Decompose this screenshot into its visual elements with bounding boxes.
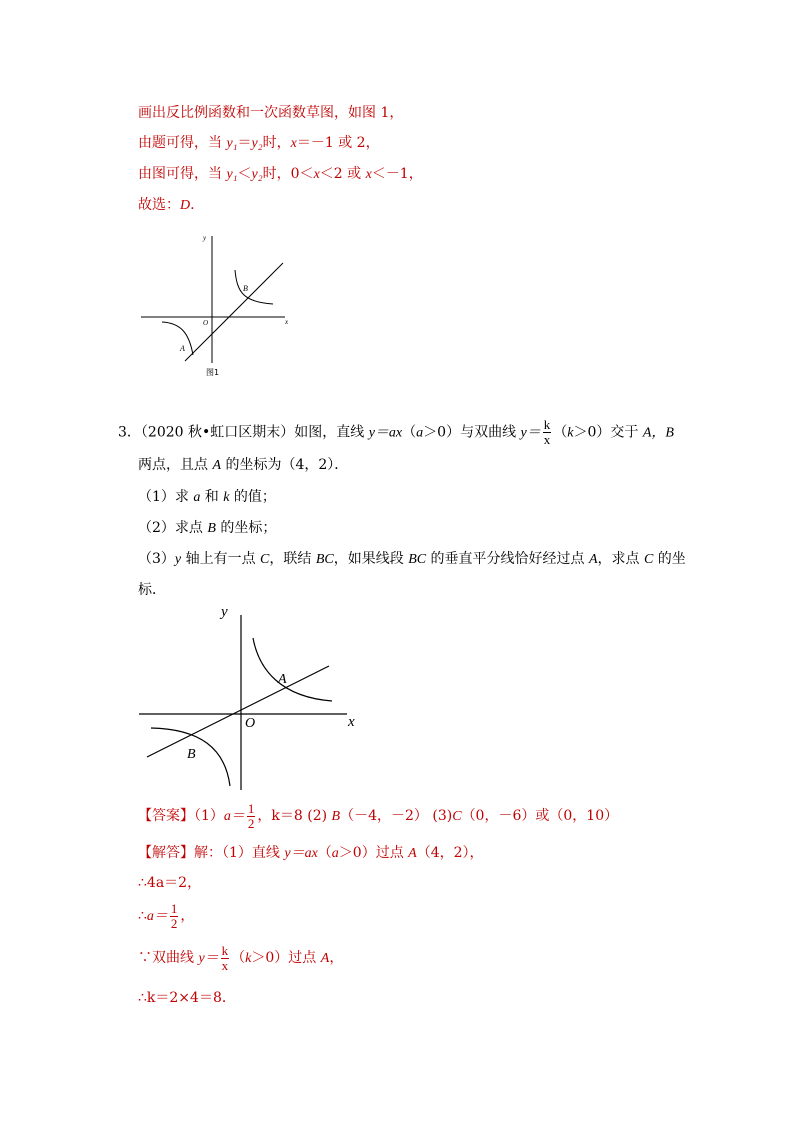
var-y1: y₁ — [226, 167, 238, 182]
text: ∴ — [138, 990, 147, 1006]
text: . — [190, 197, 195, 213]
text: ， — [329, 950, 344, 966]
equation: y＝ — [520, 425, 541, 441]
question-3-cont — [138, 580, 166, 600]
solution-line-4 — [138, 195, 195, 216]
solution-line-1 — [138, 103, 403, 123]
text: ＜－1， — [371, 166, 423, 182]
point-a-label: A — [278, 672, 287, 687]
text: 的坐 — [653, 551, 686, 567]
var-a: a — [416, 425, 424, 441]
equation: a＝ — [223, 809, 245, 824]
text: 两点，且点 — [138, 457, 213, 473]
y-axis-label: y — [203, 234, 207, 242]
answer-tag: 【答案】 — [138, 808, 194, 824]
denominator: x — [221, 957, 229, 973]
text: （ — [553, 424, 568, 441]
text: ，求点 — [597, 551, 644, 567]
text: （ — [402, 424, 417, 441]
point-b: B — [207, 521, 216, 536]
equation: y＝ax — [368, 425, 403, 441]
var-y1: y₁ — [226, 136, 238, 151]
var-a: a — [193, 490, 201, 505]
solution-4 — [138, 942, 343, 975]
solution-1 — [138, 843, 484, 864]
numerator: 1 — [170, 900, 178, 916]
text: ∴4a＝2， — [138, 875, 202, 891]
var-k: k — [567, 425, 574, 441]
point-b: B — [331, 809, 341, 824]
figure-caption: 图1 — [206, 368, 220, 377]
question-2 — [138, 518, 276, 539]
var-x: x — [290, 136, 297, 151]
point-a: A — [212, 458, 222, 473]
text: 故选： — [138, 197, 180, 213]
text: 由图可得，当 — [138, 166, 227, 182]
segment-bc: BC — [315, 552, 334, 567]
line-graph — [185, 263, 283, 361]
denominator: 2 — [170, 915, 178, 931]
answer-choice: D — [180, 198, 191, 213]
points-a-b: A，B — [642, 425, 674, 441]
hyperbola-branch-1 — [253, 638, 332, 701]
problem-3-intro — [118, 418, 674, 447]
solution-5 — [138, 988, 236, 1008]
x-axis-label: x — [285, 318, 289, 326]
point-c: C — [452, 809, 462, 824]
solution-3 — [138, 900, 194, 933]
text: 时， — [262, 135, 291, 151]
text: ， — [257, 808, 272, 824]
point-a: A — [588, 552, 598, 567]
text: ＞0）交于 — [573, 424, 643, 441]
text: ，如果线段 — [333, 551, 409, 567]
fraction-one-half — [247, 802, 256, 831]
origin-label: O — [245, 716, 256, 731]
point-b-label: B — [187, 747, 196, 762]
text: ∵双曲线 — [138, 950, 199, 966]
text: （2）求点 — [138, 520, 208, 536]
text: （ — [317, 845, 332, 861]
point-c: C — [260, 552, 270, 567]
text: ，联结 — [269, 551, 316, 567]
equation: y＝ — [198, 951, 219, 966]
line-graph — [147, 666, 329, 757]
question-1 — [138, 487, 276, 508]
numerator: 1 — [247, 800, 255, 816]
text: 和 — [200, 489, 224, 505]
fraction-one-half — [170, 902, 179, 931]
problem-number: 3． — [118, 424, 141, 441]
solution-tag: 【解答】 — [138, 845, 194, 861]
text: （－4，－2） (3) — [340, 808, 453, 824]
equation: a＝ — [146, 909, 168, 924]
text: ， — [180, 908, 195, 924]
hyperbola-branch-2 — [162, 322, 193, 355]
text: 时，0＜ — [262, 166, 314, 182]
var-x: x — [365, 167, 372, 182]
text: （2020 秋•虹口区期末）如图，直线 — [140, 424, 369, 441]
text: 标． — [138, 582, 166, 598]
text: 的坐标； — [215, 520, 277, 536]
text: ＜2 或 — [319, 166, 366, 182]
figure-2 — [135, 600, 370, 795]
var-k: k — [223, 490, 230, 505]
point-c: C — [644, 552, 654, 567]
text: （0，－6）或（0，10） — [461, 808, 619, 824]
text: 轴上有一点 — [181, 551, 261, 567]
text: 的垂直平分线恰好经过点 — [426, 551, 589, 567]
var-k: k — [245, 951, 252, 966]
text: （1）求 — [138, 489, 194, 505]
text: （4，2）， — [416, 845, 484, 861]
segment-bc: BC — [408, 552, 427, 567]
text: 画出反比例函数和一次函数草图，如图 1， — [138, 105, 404, 121]
equation: y＝ax — [284, 846, 318, 861]
x-axis-label: x — [348, 714, 355, 730]
text: k＝8 (2) — [271, 808, 332, 824]
point-a-label: A — [180, 344, 185, 353]
origin-label: O — [203, 319, 209, 327]
text: ＝－1 或 2， — [296, 135, 380, 151]
var-y: y — [174, 552, 182, 567]
y-axis-label: y — [221, 604, 228, 620]
point-b-label: B — [243, 284, 248, 293]
point-a: A — [320, 951, 330, 966]
solution-line-3 — [138, 164, 423, 185]
hyperbola-branch-1 — [235, 270, 273, 304]
text: ＞0）过点 — [338, 845, 409, 861]
numerator: k — [221, 942, 229, 958]
problem-3-line-2 — [138, 455, 348, 476]
text: 的值； — [229, 489, 276, 505]
denominator: 2 — [247, 815, 255, 831]
text: （ — [231, 950, 246, 966]
numerator: k — [543, 417, 551, 432]
fraction-k-over-x — [543, 418, 552, 447]
text: （1） — [194, 808, 224, 824]
text: ＞0）过点 — [251, 950, 321, 966]
text: ＜ — [237, 166, 252, 182]
question-3 — [138, 549, 686, 570]
text: 的坐标为（4，2）． — [221, 457, 349, 473]
fraction-k-over-x — [221, 944, 230, 973]
solution-2 — [138, 873, 201, 893]
var-y2: y₂ — [251, 167, 263, 182]
text: ＝ — [237, 135, 252, 151]
var-a: a — [331, 846, 339, 861]
point-a: A — [408, 846, 417, 861]
answer-line — [138, 800, 618, 833]
var-x: x — [313, 167, 320, 182]
denominator: x — [543, 432, 551, 447]
text: 由题可得，当 — [138, 135, 227, 151]
var-y2: y₂ — [251, 136, 263, 151]
text: k＝2×4＝8． — [146, 990, 236, 1006]
figure-1 — [135, 228, 300, 378]
text: ∴ — [138, 908, 147, 924]
text: （3） — [138, 551, 175, 567]
text: ＞0）与双曲线 — [423, 424, 521, 441]
solution-line-2 — [138, 133, 380, 154]
text: 解：（1）直线 — [194, 845, 285, 861]
